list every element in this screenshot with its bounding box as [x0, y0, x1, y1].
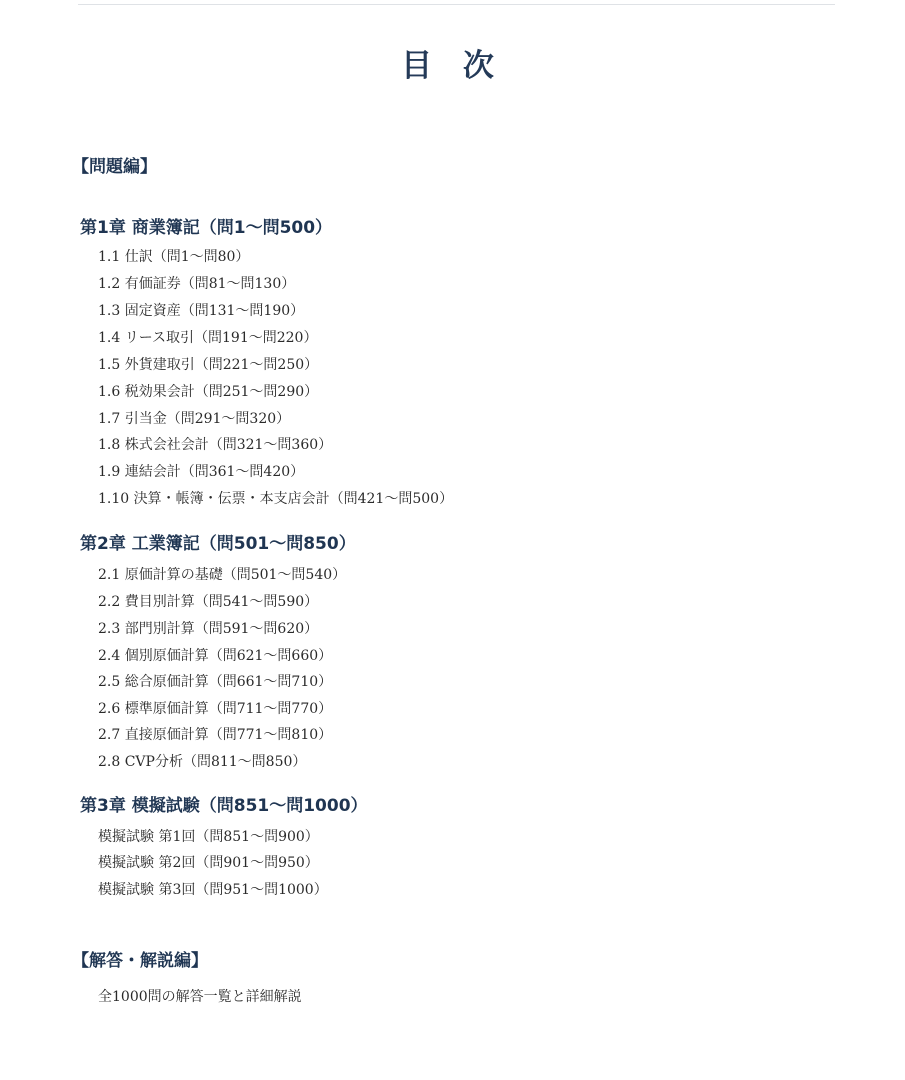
section-1-2: 1.2 有価証券（問81〜問130） — [98, 276, 296, 292]
section-1-4: 1.4 リース取引（問191〜問220） — [98, 330, 318, 346]
section-1-7: 1.7 引当金（問291〜問320） — [98, 411, 291, 427]
chapter-1-heading: 第1章 商業簿記（問1〜問500） — [80, 218, 333, 238]
section-2-5: 2.5 総合原価計算（問661〜問710） — [98, 674, 333, 690]
section-2-2: 2.2 費目別計算（問541〜問590） — [98, 594, 319, 610]
section-1-9: 1.9 連結会計（問361〜問420） — [98, 464, 305, 480]
mock-exam-3: 模擬試験 第3回（問951〜問1000） — [98, 882, 328, 898]
answers-summary: 全1000問の解答一覧と詳細解説 — [98, 989, 302, 1005]
section-1-8: 1.8 株式会社会計（問321〜問360） — [98, 437, 333, 453]
section-2-8: 2.8 CVP分析（問811〜問850） — [98, 754, 307, 770]
section-2-7: 2.7 直接原価計算（問771〜問810） — [98, 727, 333, 743]
page-title: 目 次 — [401, 48, 504, 84]
section-2-1: 2.1 原価計算の基礎（問501〜問540） — [98, 567, 347, 583]
section-1-5: 1.5 外貨建取引（問221〜問250） — [98, 357, 319, 373]
mock-exam-2: 模擬試験 第2回（問901〜問950） — [98, 855, 319, 871]
section-2-6: 2.6 標準原価計算（問711〜問770） — [98, 701, 333, 717]
part-heading-answers: 【解答・解説編】 — [72, 951, 208, 971]
section-1-3: 1.3 固定資産（問131〜問190） — [98, 303, 305, 319]
section-1-1: 1.1 仕訳（問1〜問80） — [98, 249, 250, 265]
section-1-10: 1.10 決算・帳簿・伝票・本支店会計（問421〜問500） — [98, 491, 454, 507]
section-1-6: 1.6 税効果会計（問251〜問290） — [98, 384, 319, 400]
section-2-3: 2.3 部門別計算（問591〜問620） — [98, 621, 319, 637]
part-heading-problems: 【問題編】 — [72, 157, 157, 177]
chapter-2-heading: 第2章 工業簿記（問501〜問850） — [80, 534, 356, 554]
mock-exam-1: 模擬試験 第1回（問851〜問900） — [98, 829, 319, 845]
section-2-4: 2.4 個別原価計算（問621〜問660） — [98, 648, 333, 664]
chapter-3-heading: 第3章 模擬試験（問851〜問1000） — [80, 796, 368, 816]
top-divider — [78, 4, 835, 5]
